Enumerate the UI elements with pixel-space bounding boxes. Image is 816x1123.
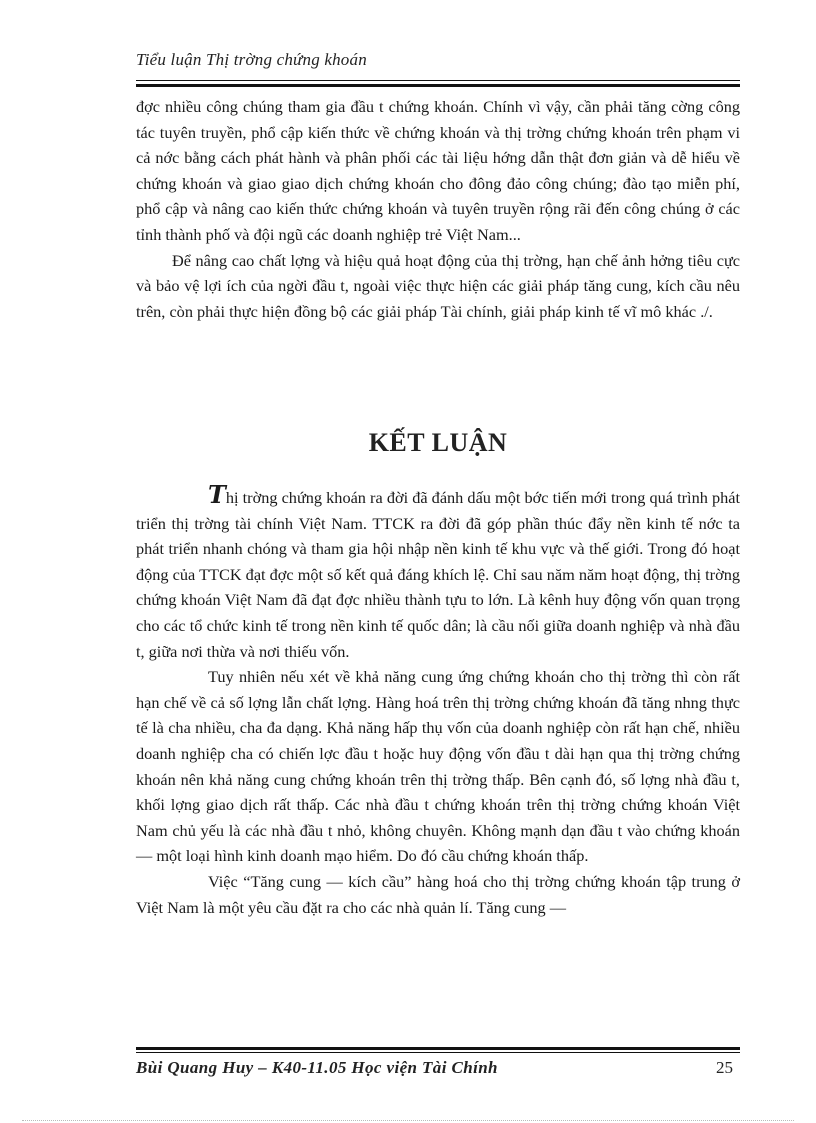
page-bottom-border — [22, 1120, 794, 1121]
footer-rule-thick — [136, 1047, 740, 1050]
paragraph: Việc “Tăng cung — kích cầu” hàng hoá cho thị trờng chứng khoán tập trung ở Việt Nam là một yêu cầu đặt ra cho các nhà quản lí. Tăng cung — — [136, 871, 740, 917]
header-rule-thick — [136, 84, 740, 87]
conclusion-body — [136, 480, 740, 920]
footer-rule-thin — [136, 1052, 740, 1053]
paragraph-text: hị trờng chứng khoán ra đời đã đánh dấu một bớc tiến mới trong quá trình phát triển thị trờng tài chính Việt Nam. TTCK ra đời đã góp phần thúc đẩy nền kinh tế nớc ta phát triển nhanh chóng và tham gia hội nhập nền kinh tế khu vực và thế giới. Trong đó hoạt động của TTCK đạt đợc một số kết quả đáng khích lệ. Chỉ sau năm năm hoạt động, thị trờng chứng khoán Việt Nam đã đạt đợc nhiều thành tựu to lớn. Là kênh huy động vốn quan trọng cho các tổ chức kinh tế trong nền kinh tế quốc dân; là cầu nối giữa doanh nghiệp và nhà đầu t, giữa nơi thừa và nơi thiếu vốn. — [136, 488, 740, 661]
drop-cap: T — [208, 480, 226, 509]
paragraph: Tuy nhiên nếu xét về khả năng cung ứng chứng khoán cho thị trờng thì còn rất hạn chế về cả số lợng lẫn chất lợng. Hàng hoá trên thị trờng chứng khoán đã tăng nhng thực tế là cha nhiều, cha đa dạng. Khả năng hấp thụ vốn của doanh nghiệp còn rất hạn chế, nhiều doanh nghiệp cha có chiến lợc đầu t hoặc huy động vốn đầu t dài hạn qua thị trờng chứng khoán nên khả năng cung chứng khoán trên thị trờng thấp. Bên cạnh đó, số lợng nhà đầu t, khối lợng giao dịch rất thấp. Các nhà đầu t chứng khoán trên thị trờng chứng khoán Việt Nam chủ yếu là các nhà đầu t nhỏ, không chuyên. Không mạnh dạn đầu t vào chứng khoán — một loại hình kinh doanh mạo hiểm. Do đó cầu chứng khoán thấp. — [136, 667, 740, 866]
paragraph: đợc nhiều công chúng tham gia đầu t chứng khoán. Chính vì vậy, cần phải tăng cờng công tác tuyên truyền, phổ cập kiến thức về chứng khoán và thị trờng chứng khoán trên phạm vi cả nớc bằng cách phát hành và phân phối các tài liệu hớng dẫn thật đơn giản và dễ hiểu về chứng khoán và giao giao dịch chứng khoán cho đông đảo công chúng; đào tạo miễn phí, phổ cập và nâng cao kiến thức chứng khoán và tuyên truyền rộng rãi đến công chúng ở các tỉnh thành phố và đội ngũ các doanh nghiệp trẻ Việt Nam... — [136, 97, 740, 244]
header-rule-thin — [136, 80, 740, 81]
section1-body — [136, 94, 740, 324]
conclusion-heading: KẾT LUẬN — [368, 428, 508, 457]
page-number: 25 — [716, 1058, 733, 1077]
footer-author: Bùi Quang Huy – K40-11.05 Học viện Tài Chính — [136, 1058, 498, 1077]
page-header-title: Tiểu luận Thị trờng chứng khoán — [136, 50, 367, 69]
paragraph: Để nâng cao chất lợng và hiệu quả hoạt động của thị trờng, hạn chế ảnh hởng tiêu cực và bảo vệ lợi ích của ngời đầu t, ngoài việc thực hiện các giải pháp tăng cung, kích cầu nêu trên, còn phải thực hiện đồng bộ các giải pháp Tài chính, giải pháp kinh tế vĩ mô khác ./. — [136, 250, 740, 321]
paragraph — [136, 480, 740, 664]
